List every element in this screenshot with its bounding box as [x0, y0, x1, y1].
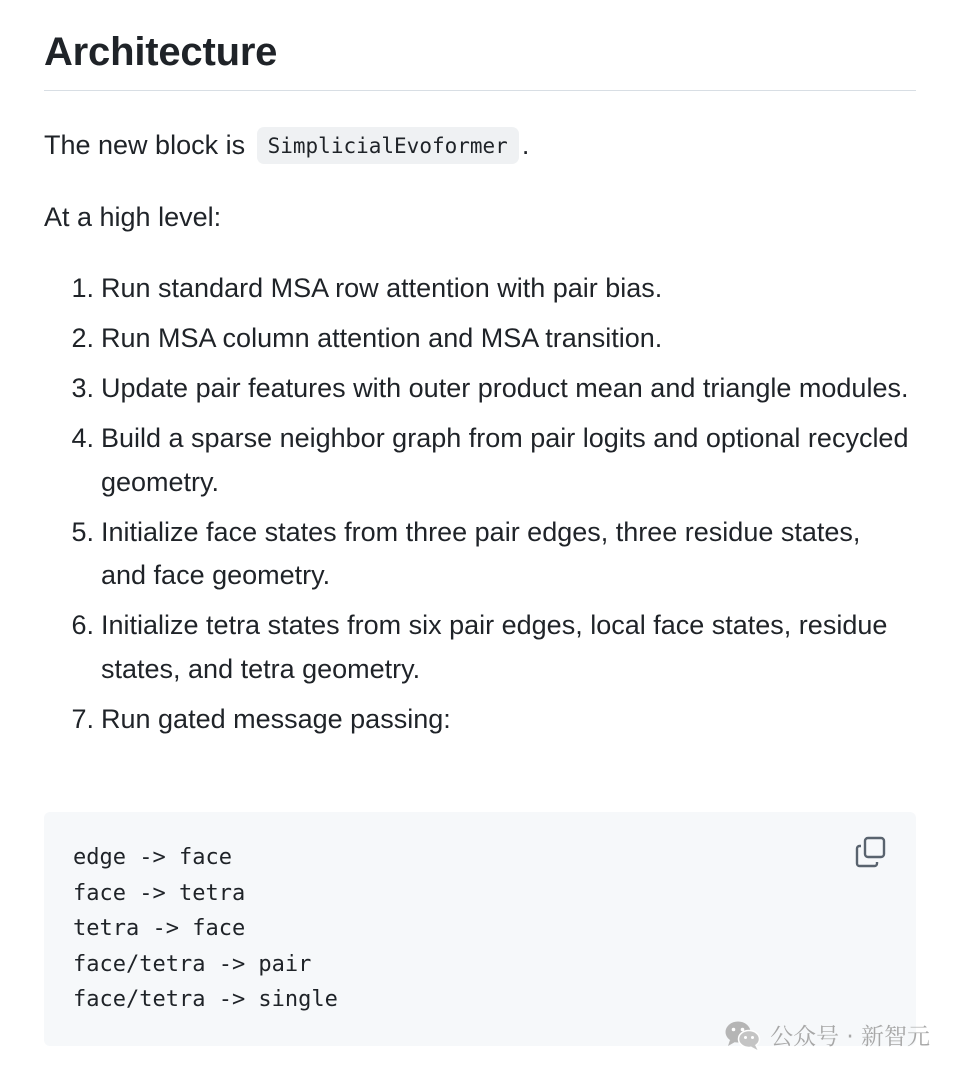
list-item [44, 698, 911, 742]
list-item [44, 267, 911, 311]
code-content[interactable] [73, 840, 338, 1018]
list-item [44, 417, 911, 504]
list-item-text: Initialize tetra states from six pair edges, local face states, residue states, and tetra geometry. [101, 610, 888, 684]
intro-prefix: The new block is [44, 130, 246, 160]
wechat-icon [724, 1019, 762, 1051]
list-number: 2. [71, 323, 94, 353]
inline-code-block-name: SimplicialEvoformer [257, 127, 519, 164]
code-block[interactable] [44, 812, 916, 1046]
watermark-text: 公众号 · 新智元 [770, 1024, 930, 1050]
intro-suffix: . [521, 130, 530, 160]
list-number: 3. [71, 373, 94, 403]
list-item-text: Run standard MSA row attention with pair bias. [101, 273, 663, 303]
markdown-body [44, 0, 916, 748]
list-number: 5. [71, 516, 94, 547]
list-item-text: Build a sparse neighbor graph from pair logits and optional recycled geometry. [101, 423, 909, 497]
list-item-text: Run MSA column attention and MSA transition. [101, 323, 663, 353]
list-number: 7. [71, 703, 94, 734]
section-heading: Architecture [44, 30, 278, 74]
code-line: edge -> face [73, 845, 232, 870]
lead-paragraph: At a high level: [44, 202, 222, 232]
watermark [724, 1018, 930, 1051]
code-line: face -> tetra [73, 880, 246, 906]
list-item [44, 511, 911, 598]
list-item-text: Run gated message passing: [101, 703, 451, 734]
intro-paragraph [44, 127, 916, 165]
steps-list [44, 267, 916, 741]
code-line: face/tetra -> pair [73, 951, 312, 977]
list-item-text: Update pair features with outer product mean and triangle modules. [101, 373, 909, 403]
code-line: tetra -> face [73, 916, 246, 941]
copy-button[interactable] [854, 834, 890, 870]
list-number: 6. [71, 610, 94, 640]
list-item [44, 367, 911, 411]
list-number: 1. [71, 273, 94, 303]
list-item [44, 317, 911, 361]
list-item [44, 604, 911, 691]
list-number: 4. [71, 423, 94, 453]
heading-divider [44, 90, 916, 91]
list-item-text: Initialize face states from three pair edges, three residue states, and face geometry. [101, 516, 861, 590]
code-line: face/tetra -> single [73, 987, 338, 1012]
copy-icon [854, 834, 890, 870]
